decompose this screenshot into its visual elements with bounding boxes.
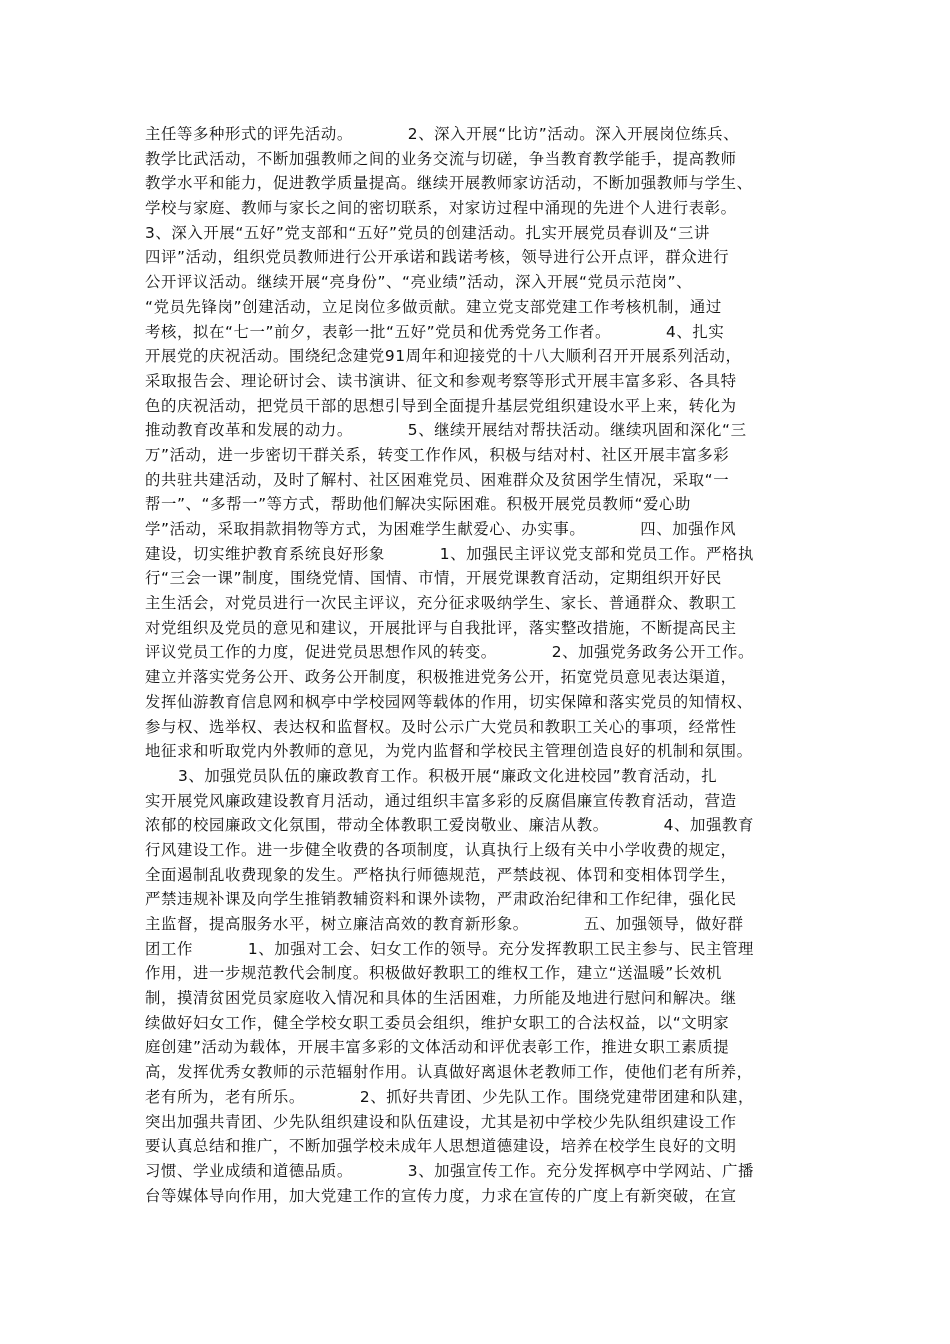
text-line: 浓郁的校园廉政文化氛围，带动全体教职工爱岗敬业、廉洁从教。 4、加强教育 [145,816,754,835]
text-line: 考核，拟在“七一”前夕，表彰一批“五好”党员和优秀党务工作者。 4、扎实 [145,322,725,341]
text-line: 高，发挥优秀女教师的示范辐射作用。认真做好离退休老教师工作，使他们老有所养， [145,1063,753,1082]
text-line: 行“三会一课”制度，围绕党情、国情、市情，开展党课教育活动，定期组织开好民 [145,569,722,588]
text-line: 作用，进一步规范教代会制度。积极做好教职工的维权工作，建立“送温暖”长效机 [145,964,722,983]
text-line: 采取报告会、理论研讨会、读书演讲、征文和参观考察等形式开展丰富多彩、各具特 [145,371,737,390]
text-line: 万”活动，进一步密切干群关系，转变工作作风，积极与结对村、社区开展丰富多彩 [145,445,730,464]
text-line: 台等媒体导向作用，加大党建工作的宣传力度，力求在宣传的广度上有新突破，在宣 [145,1186,737,1205]
text-line: 发挥仙游教育信息网和枫亭中学校园网等载体的作用，切实保障和落实党员的知情权、 [145,692,753,711]
text-line: 团工作 1、加强对工会、妇女工作的领导。充分发挥教职工民主参与、民主管理 [145,939,754,958]
text-line: 庭创建”活动为载体，开展丰富多彩的文体活动和评优表彰工作，推进女职工素质提 [145,1038,730,1057]
text-line: 教学比武活动，不断加强教师之间的业务交流与切磋，争当教育教学能手，提高教师 [145,149,737,168]
text-line: 严禁违规补课及向学生推销教辅资料和课外读物，严肃政治纪律和工作纪律，强化民 [145,890,737,909]
text-line: 主生活会，对党员进行一次民主评议，充分征求吸纳学生、家长、普通群众、教职工 [145,594,737,613]
text-line: 公开评议活动。继续开展“亮身份”、“亮业绩”活动，深入开展“党员示范岗”、 [145,273,693,292]
text-line: 主监督，提高服务水平，树立廉洁高效的教育新形象。 五、加强领导，做好群 [145,915,744,933]
text-line: 四评”活动，组织党员教师进行公开承诺和践诺考核，领导进行公开点评，群众进行 [145,248,730,267]
text-line: “党员先锋岗”创建活动，立足岗位多做贡献。建立党支部党建工作考核机制，通过 [145,297,722,316]
text-line: 老有所为，老有所乐。 2、抓好共青团、少先队工作。围绕党建带团建和队建， [145,1087,754,1106]
text-line: 主任等多种形式的评先活动。 2、深入开展“比访”活动。深入开展岗位练兵、 [145,125,740,143]
text-line: 学校与家庭、教师与家长之间的密切联系，对家访过程中涌现的先进个人进行表彰。 [145,199,737,218]
text-line: 实开展党风廉政建设教育月活动，通过组织丰富多彩的反腐倡廉宣传教育活动，营造 [145,791,737,810]
text-line: 色的庆祝活动，把党员干部的思想引导到全面提升基层党组织建设水平上来，转化为 [145,396,737,415]
text-line: 推动教育改革和发展的动力。 5、继续开展结对帮扶活动。继续巩固和深化“三 [145,421,747,440]
text-line: 制，摸清贫困党员家庭收入情况和具体的生活困难，力所能及地进行慰问和解决。继 [145,989,737,1008]
text-line: 教学水平和能力，促进教学质量提高。继续开展教师家访活动，不断加强教师与学生、 [145,174,753,193]
text-line: 要认真总结和推广，不断加强学校未成年人思想道德建设，培养在校学生良好的文明 [145,1137,737,1156]
text-line: 习惯、学业成绩和道德品质。 3、加强宣传工作。充分发挥枫亭中学网站、广播 [145,1161,754,1180]
text-line: 帮一”、“多帮一”等方式，帮助他们解决实际困难。积极开展党员教师“爱心助 [145,495,691,514]
text-line: 对党组织及党员的意见和建议，开展批评与自我批评，落实整改措施，不断提高民主 [145,618,737,637]
text-line: 开展党的庆祝活动。围绕纪念建党91周年和迎接党的十八大顺利召开开展系列活动， [145,347,742,366]
text-line: 突出加强共青团、少先队组织建设和队伍建设，尤其是初中学校少先队组织建设工作 [145,1112,737,1131]
text-line: 评议党员工作的力度，促进党员思想作风的转变。 2、加强党务政务公开工作。 [145,643,754,662]
text-line: 3、加强党员队伍的廉政教育工作。积极开展“廉政文化进校园”教育活动，扎 [145,766,718,785]
text-line: 的共驻共建活动，及时了解村、社区困难党员、困难群众及贫困学生情况，采取“一 [145,470,730,489]
text-line: 学”活动，采取捐款捐物等方式，为困难学生献爱心、办实事。 四、加强作风 [145,520,737,538]
text-line: 参与权、选举权、表达权和监督权。及时公示广大党员和教职工关心的事项，经常性 [145,717,737,736]
text-line: 续做好妇女工作，健全学校女职工委员会组织，维护女职工的合法权益，以“文明家 [145,1013,730,1032]
text-line: 地征求和听取党内外教师的意见，为党内监督和学校民主管理创造良好的机制和氛围。 [145,742,753,761]
text-line: 建立并落实党务公开、政务公开制度，积极推进党务公开，拓宽党员意见表达渠道， [145,668,737,687]
text-line: 行风建设工作。进一步健全收费的各项制度，认真执行上级有关中小学收费的规定， [145,840,737,859]
document-body [145,122,815,1208]
text-line: 3、深入开展“五好”党支部和“五好”党员的创建活动。扎实开展党员春训及“三讲 [145,223,710,242]
text-line: 全面遏制乱收费现象的发生。严格执行师德规范，严禁歧视、体罚和变相体罚学生， [145,865,737,884]
text-line: 建设，切实维护教育系统良好形象 1、加强民主评议党支部和党员工作。严格执 [145,544,754,563]
